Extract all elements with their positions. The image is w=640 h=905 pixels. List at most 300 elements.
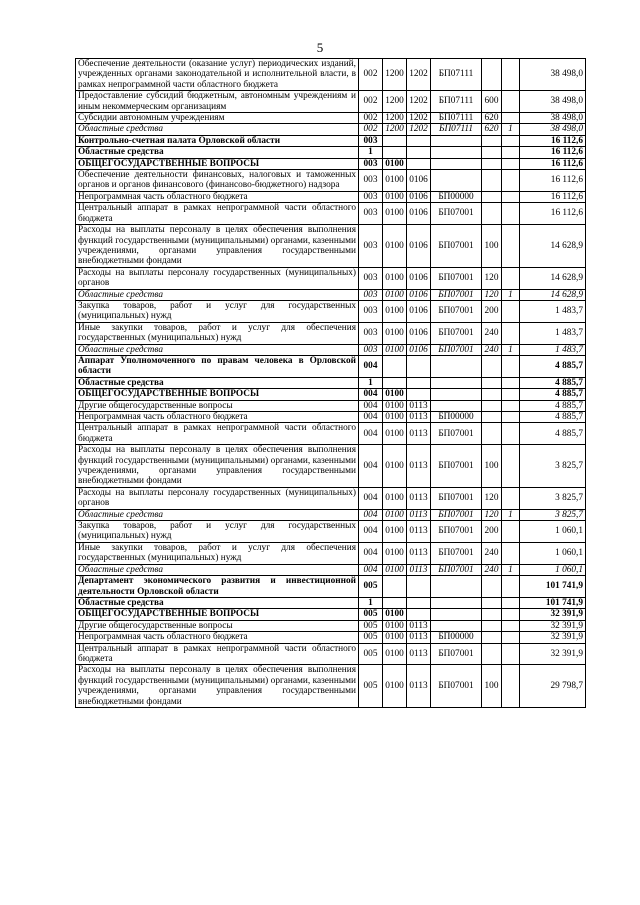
col-source — [502, 576, 520, 598]
row-name: Расходы на выплаты персоналу в целях обеспечения выполнения функций государственными (муниципальными) органами, казенными учреждениями, органами управления государственными внебюджетными фондами — [76, 225, 359, 268]
col-ministry: 003 — [359, 225, 383, 268]
table-row — [76, 91, 586, 113]
col-source — [502, 158, 520, 169]
table-row — [76, 170, 586, 192]
row-name: Аппарат Уполномоченного по правам человека в Орловской области — [76, 355, 359, 377]
col-ministry: 002 — [359, 59, 383, 91]
col-target-article: БП07001 — [431, 665, 482, 708]
col-subsection — [407, 377, 431, 388]
col-subsection: 0106 — [407, 203, 431, 225]
table-row — [76, 509, 586, 520]
col-source — [502, 203, 520, 225]
col-amount: 3 825,7 — [520, 509, 586, 520]
table-row — [76, 135, 586, 146]
col-subsection: 1202 — [407, 124, 431, 135]
col-ministry: 005 — [359, 620, 383, 631]
col-target-article: БП07111 — [431, 91, 482, 113]
row-name: Департамент экономического развития и инвестиционной деятельности Орловской области — [76, 576, 359, 598]
col-expense-type: 100 — [482, 225, 502, 268]
col-amount: 38 498,0 — [520, 124, 586, 135]
col-section: 0100 — [383, 389, 407, 400]
table-row — [76, 445, 586, 488]
col-expense-type — [482, 203, 502, 225]
col-ministry: 003 — [359, 158, 383, 169]
col-section: 0100 — [383, 620, 407, 631]
col-subsection: 0113 — [407, 564, 431, 575]
col-ministry: 004 — [359, 412, 383, 423]
col-amount: 32 391,9 — [520, 643, 586, 665]
col-target-article: БП07001 — [431, 423, 482, 445]
col-amount: 1 483,7 — [520, 322, 586, 344]
col-subsection — [407, 158, 431, 169]
row-name: Областные средства — [76, 344, 359, 355]
col-subsection: 0106 — [407, 300, 431, 322]
col-subsection — [407, 609, 431, 620]
col-section: 0100 — [383, 521, 407, 543]
col-expense-type: 200 — [482, 300, 502, 322]
row-name: Непрограммная часть областного бюджета — [76, 191, 359, 202]
col-target-article — [431, 135, 482, 146]
col-target-article — [431, 147, 482, 158]
col-section: 0100 — [383, 445, 407, 488]
row-name: ОБЩЕГОСУДАРСТВЕННЫЕ ВОПРОСЫ — [76, 609, 359, 620]
col-subsection: 0113 — [407, 487, 431, 509]
col-amount: 4 885,7 — [520, 412, 586, 423]
table-row — [76, 423, 586, 445]
row-name: Расходы на выплаты персоналу государственных (муниципальных) органов — [76, 487, 359, 509]
col-subsection: 0113 — [407, 620, 431, 631]
row-name: Субсидии автономным учреждениям — [76, 113, 359, 124]
col-expense-type — [482, 158, 502, 169]
col-expense-type — [482, 135, 502, 146]
col-source — [502, 170, 520, 192]
row-name: Областные средства — [76, 289, 359, 300]
col-amount: 3 825,7 — [520, 487, 586, 509]
col-amount: 16 112,6 — [520, 170, 586, 192]
col-section: 0100 — [383, 509, 407, 520]
col-section: 1200 — [383, 59, 407, 91]
col-amount: 1 060,1 — [520, 542, 586, 564]
row-name: Иные закупки товаров, работ и услуг для обеспечения государственных (муниципальных) нужд — [76, 322, 359, 344]
col-target-article: БП07001 — [431, 643, 482, 665]
col-amount: 16 112,6 — [520, 147, 586, 158]
col-section — [383, 377, 407, 388]
col-subsection: 0106 — [407, 344, 431, 355]
col-target-article: БП07001 — [431, 487, 482, 509]
col-amount: 1 060,1 — [520, 564, 586, 575]
col-subsection: 0106 — [407, 170, 431, 192]
col-expense-type: 120 — [482, 509, 502, 520]
col-expense-type — [482, 389, 502, 400]
row-name: ОБЩЕГОСУДАРСТВЕННЫЕ ВОПРОСЫ — [76, 389, 359, 400]
row-name: Обеспечение деятельности финансовых, налоговых и таможенных органов и органов финансового (финансово-бюджетного) надзора — [76, 170, 359, 192]
col-section — [383, 147, 407, 158]
col-expense-type: 600 — [482, 91, 502, 113]
col-subsection: 1202 — [407, 113, 431, 124]
col-amount: 4 885,7 — [520, 355, 586, 377]
col-target-article — [431, 576, 482, 598]
col-source: 1 — [502, 564, 520, 575]
col-expense-type — [482, 377, 502, 388]
row-name: Центральный аппарат в рамках непрограммной части областного бюджета — [76, 203, 359, 225]
row-name: Закупка товаров, работ и услуг для государственных (муниципальных) нужд — [76, 521, 359, 543]
col-target-article: БП07001 — [431, 322, 482, 344]
row-name: Областные средства — [76, 564, 359, 575]
col-source — [502, 147, 520, 158]
col-subsection: 0113 — [407, 412, 431, 423]
row-name: Контрольно-счетная палата Орловской области — [76, 135, 359, 146]
col-target-article — [431, 400, 482, 411]
col-target-article: БП07001 — [431, 509, 482, 520]
col-subsection: 1202 — [407, 91, 431, 113]
col-subsection: 0113 — [407, 445, 431, 488]
col-subsection: 0113 — [407, 665, 431, 708]
row-name: Областные средства — [76, 377, 359, 388]
col-ministry: 003 — [359, 300, 383, 322]
table-row — [76, 158, 586, 169]
col-ministry: 004 — [359, 521, 383, 543]
col-section: 0100 — [383, 487, 407, 509]
row-name: Непрограммная часть областного бюджета — [76, 632, 359, 643]
table-row — [76, 389, 586, 400]
row-name: Областные средства — [76, 147, 359, 158]
col-subsection — [407, 147, 431, 158]
col-subsection: 0106 — [407, 289, 431, 300]
col-expense-type — [482, 147, 502, 158]
col-amount: 3 825,7 — [520, 445, 586, 488]
col-source — [502, 355, 520, 377]
col-subsection: 0113 — [407, 509, 431, 520]
col-ministry: 004 — [359, 509, 383, 520]
col-ministry: 003 — [359, 267, 383, 289]
row-name: Закупка товаров, работ и услуг для государственных (муниципальных) нужд — [76, 300, 359, 322]
col-expense-type: 620 — [482, 124, 502, 135]
col-source — [502, 487, 520, 509]
row-name: Обеспечение деятельности (оказание услуг) периодических изданий, учрежденных органами законодательной и исполнительной власти, в рамках непрограммной части областного бюджета — [76, 59, 359, 91]
col-expense-type — [482, 609, 502, 620]
col-ministry: 1 — [359, 147, 383, 158]
row-name: Областные средства — [76, 597, 359, 608]
col-source — [502, 322, 520, 344]
table-row — [76, 620, 586, 631]
row-name: Другие общегосударственные вопросы — [76, 400, 359, 411]
col-ministry: 004 — [359, 423, 383, 445]
col-source — [502, 643, 520, 665]
col-amount: 16 112,6 — [520, 191, 586, 202]
col-source — [502, 665, 520, 708]
row-name: Предоставление субсидий бюджетным, автономным учреждениям и иным некоммерческим организациям — [76, 91, 359, 113]
col-amount: 4 885,7 — [520, 389, 586, 400]
col-ministry: 005 — [359, 632, 383, 643]
col-target-article — [431, 170, 482, 192]
col-amount: 16 112,6 — [520, 158, 586, 169]
table-row — [76, 124, 586, 135]
col-section — [383, 355, 407, 377]
col-section: 0100 — [383, 423, 407, 445]
col-ministry: 003 — [359, 135, 383, 146]
col-target-article — [431, 158, 482, 169]
col-source: 1 — [502, 289, 520, 300]
col-amount: 38 498,0 — [520, 113, 586, 124]
table-row — [76, 412, 586, 423]
col-expense-type: 120 — [482, 289, 502, 300]
col-target-article: БП00000 — [431, 412, 482, 423]
col-expense-type: 120 — [482, 487, 502, 509]
budget-table-body — [76, 59, 586, 708]
row-name: Другие общегосударственные вопросы — [76, 620, 359, 631]
col-source: 1 — [502, 509, 520, 520]
col-subsection — [407, 597, 431, 608]
col-section — [383, 597, 407, 608]
col-ministry: 003 — [359, 322, 383, 344]
col-source — [502, 445, 520, 488]
col-amount: 38 498,0 — [520, 59, 586, 91]
col-section: 0100 — [383, 542, 407, 564]
col-source — [502, 609, 520, 620]
col-section: 0100 — [383, 564, 407, 575]
col-amount: 16 112,6 — [520, 203, 586, 225]
col-section: 1200 — [383, 124, 407, 135]
col-ministry: 004 — [359, 542, 383, 564]
col-ministry: 002 — [359, 124, 383, 135]
col-subsection: 0113 — [407, 423, 431, 445]
col-ministry: 003 — [359, 344, 383, 355]
col-expense-type: 620 — [482, 113, 502, 124]
col-amount: 32 391,9 — [520, 632, 586, 643]
col-section — [383, 576, 407, 598]
row-name: Областные средства — [76, 509, 359, 520]
col-source: 1 — [502, 344, 520, 355]
budget-table — [75, 58, 586, 708]
col-source — [502, 400, 520, 411]
table-row — [76, 191, 586, 202]
col-section: 1200 — [383, 113, 407, 124]
table-row — [76, 203, 586, 225]
col-expense-type — [482, 576, 502, 598]
col-expense-type — [482, 170, 502, 192]
table-row — [76, 609, 586, 620]
col-ministry: 005 — [359, 576, 383, 598]
col-expense-type: 240 — [482, 542, 502, 564]
col-target-article: БП07111 — [431, 113, 482, 124]
col-amount: 16 112,6 — [520, 135, 586, 146]
table-row — [76, 355, 586, 377]
col-subsection: 0113 — [407, 542, 431, 564]
col-ministry: 1 — [359, 597, 383, 608]
col-section: 0100 — [383, 632, 407, 643]
col-target-article: БП07001 — [431, 542, 482, 564]
col-expense-type — [482, 643, 502, 665]
col-section: 0100 — [383, 170, 407, 192]
col-expense-type — [482, 59, 502, 91]
col-target-article: БП07001 — [431, 521, 482, 543]
col-section: 0100 — [383, 643, 407, 665]
col-expense-type — [482, 423, 502, 445]
col-subsection: 0113 — [407, 521, 431, 543]
col-amount: 32 391,9 — [520, 609, 586, 620]
col-source — [502, 113, 520, 124]
col-section: 0100 — [383, 203, 407, 225]
col-amount: 1 483,7 — [520, 344, 586, 355]
col-subsection: 0113 — [407, 632, 431, 643]
col-source — [502, 389, 520, 400]
col-target-article — [431, 597, 482, 608]
col-target-article: БП07001 — [431, 225, 482, 268]
col-ministry: 004 — [359, 564, 383, 575]
col-section: 0100 — [383, 400, 407, 411]
col-expense-type: 240 — [482, 322, 502, 344]
col-source — [502, 59, 520, 91]
col-amount: 4 885,7 — [520, 423, 586, 445]
col-amount: 101 741,9 — [520, 576, 586, 598]
col-target-article: БП07001 — [431, 344, 482, 355]
table-row — [76, 267, 586, 289]
col-source — [502, 135, 520, 146]
col-subsection: 0106 — [407, 267, 431, 289]
col-target-article: БП07001 — [431, 203, 482, 225]
col-section: 0100 — [383, 191, 407, 202]
col-target-article: БП07001 — [431, 267, 482, 289]
col-source — [502, 300, 520, 322]
col-expense-type — [482, 355, 502, 377]
row-name: ОБЩЕГОСУДАРСТВЕННЫЕ ВОПРОСЫ — [76, 158, 359, 169]
col-target-article: БП07111 — [431, 59, 482, 91]
col-source — [502, 521, 520, 543]
col-target-article: БП07001 — [431, 445, 482, 488]
col-ministry: 004 — [359, 400, 383, 411]
col-target-article — [431, 389, 482, 400]
col-ministry: 005 — [359, 665, 383, 708]
col-target-article: БП07001 — [431, 289, 482, 300]
table-row — [76, 400, 586, 411]
col-amount: 1 483,7 — [520, 300, 586, 322]
col-ministry: 002 — [359, 91, 383, 113]
table-row — [76, 521, 586, 543]
col-amount: 32 391,9 — [520, 620, 586, 631]
table-row — [76, 487, 586, 509]
col-ministry: 004 — [359, 389, 383, 400]
row-name: Непрограммная часть областного бюджета — [76, 412, 359, 423]
col-expense-type — [482, 412, 502, 423]
col-expense-type — [482, 597, 502, 608]
col-section: 0100 — [383, 609, 407, 620]
col-target-article: БП07111 — [431, 124, 482, 135]
col-section: 1200 — [383, 91, 407, 113]
col-subsection: 1202 — [407, 59, 431, 91]
col-ministry: 003 — [359, 170, 383, 192]
col-section: 0100 — [383, 267, 407, 289]
table-row — [76, 344, 586, 355]
col-expense-type — [482, 400, 502, 411]
col-subsection — [407, 355, 431, 377]
row-name: Областные средства — [76, 124, 359, 135]
row-name: Иные закупки товаров, работ и услуг для обеспечения государственных (муниципальных) нужд — [76, 542, 359, 564]
col-section: 0100 — [383, 344, 407, 355]
table-row — [76, 542, 586, 564]
table-row — [76, 597, 586, 608]
row-name: Расходы на выплаты персоналу государственных (муниципальных) органов — [76, 267, 359, 289]
col-target-article: БП00000 — [431, 191, 482, 202]
col-section: 0100 — [383, 158, 407, 169]
col-subsection — [407, 576, 431, 598]
col-ministry: 003 — [359, 191, 383, 202]
col-section: 0100 — [383, 322, 407, 344]
row-name: Центральный аппарат в рамках непрограммной части областного бюджета — [76, 423, 359, 445]
col-subsection — [407, 135, 431, 146]
col-ministry: 002 — [359, 113, 383, 124]
table-row — [76, 225, 586, 268]
table-row — [76, 665, 586, 708]
col-subsection: 0106 — [407, 225, 431, 268]
col-source: 1 — [502, 124, 520, 135]
col-amount: 14 628,9 — [520, 267, 586, 289]
col-section: 0100 — [383, 300, 407, 322]
col-expense-type: 100 — [482, 445, 502, 488]
table-row — [76, 564, 586, 575]
table-row — [76, 377, 586, 388]
col-ministry: 004 — [359, 487, 383, 509]
col-subsection: 0106 — [407, 322, 431, 344]
col-ministry: 005 — [359, 643, 383, 665]
col-section — [383, 135, 407, 146]
col-expense-type: 200 — [482, 521, 502, 543]
col-source — [502, 542, 520, 564]
col-amount: 1 060,1 — [520, 521, 586, 543]
col-target-article: БП07001 — [431, 564, 482, 575]
col-target-article — [431, 377, 482, 388]
table-row — [76, 300, 586, 322]
col-section: 0100 — [383, 289, 407, 300]
col-ministry: 1 — [359, 377, 383, 388]
table-row — [76, 322, 586, 344]
col-target-article — [431, 609, 482, 620]
col-source — [502, 620, 520, 631]
row-name: Центральный аппарат в рамках непрограммной части областного бюджета — [76, 643, 359, 665]
col-ministry: 003 — [359, 203, 383, 225]
row-name: Расходы на выплаты персоналу в целях обеспечения выполнения функций государственными (муниципальными) органами, казенными учреждениями, органами управления государственными внебюджетными фондами — [76, 445, 359, 488]
col-amount: 101 741,9 — [520, 597, 586, 608]
col-source — [502, 267, 520, 289]
col-expense-type: 100 — [482, 665, 502, 708]
col-source — [502, 632, 520, 643]
col-source — [502, 412, 520, 423]
col-ministry: 004 — [359, 445, 383, 488]
col-target-article: БП07001 — [431, 300, 482, 322]
row-name: Расходы на выплаты персоналу в целях обеспечения выполнения функций государственными (муниципальными) органами, казенными учреждениями, органами управления государственными внебюджетными фондами — [76, 665, 359, 708]
col-amount: 4 885,7 — [520, 400, 586, 411]
col-subsection: 0106 — [407, 191, 431, 202]
col-amount: 38 498,0 — [520, 91, 586, 113]
col-ministry: 004 — [359, 355, 383, 377]
col-amount: 29 798,7 — [520, 665, 586, 708]
col-amount: 4 885,7 — [520, 377, 586, 388]
table-row — [76, 576, 586, 598]
table-row — [76, 59, 586, 91]
table-row — [76, 632, 586, 643]
col-target-article: БП00000 — [431, 632, 482, 643]
col-expense-type — [482, 191, 502, 202]
col-source — [502, 377, 520, 388]
table-row — [76, 289, 586, 300]
col-ministry: 005 — [359, 609, 383, 620]
col-section: 0100 — [383, 225, 407, 268]
col-subsection: 0113 — [407, 643, 431, 665]
col-expense-type: 120 — [482, 267, 502, 289]
col-expense-type: 240 — [482, 344, 502, 355]
col-source — [502, 91, 520, 113]
col-expense-type — [482, 632, 502, 643]
col-source — [502, 597, 520, 608]
